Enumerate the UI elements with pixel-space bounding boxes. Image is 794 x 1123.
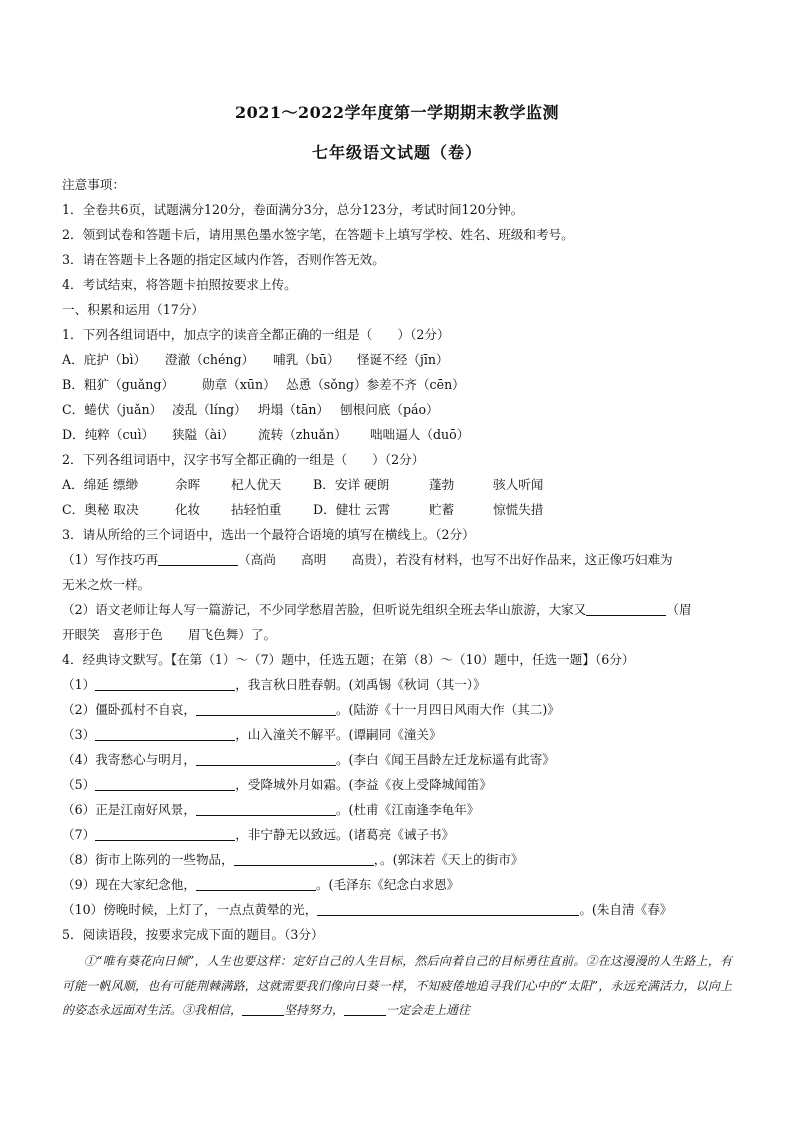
notice-item: 3．请在答题卡上各题的指定区域内作答，否则作答无效。 [62, 252, 385, 267]
poem-line [62, 872, 732, 897]
poem-line [62, 847, 732, 872]
answer-blank[interactable] [317, 901, 579, 916]
question-3-sentence-1-cont: 无米之炊一样。 [62, 577, 151, 592]
poem-pre: （3） [62, 727, 96, 742]
exam-title: 2021～2022学年度第一学期期末教学监测 [234, 103, 560, 122]
answer-blank[interactable] [95, 676, 235, 691]
question-1-option-b [62, 372, 732, 397]
poem-post: ，山入潼关不解平。(谭嗣同《潼关》 [235, 727, 442, 742]
poem-post: ，非宁静无以致远。(诸葛亮《诫子书》 [235, 827, 455, 842]
question-4-stem: 4．经典诗文默写。【在第（1）～（7）题中，任选五题；在第（8）～（10）题中，任选一题】（6分） [62, 652, 635, 667]
passage-text: 一定会走上通往 [386, 1003, 471, 1017]
poem-pre: （6）正是江南好风景， [62, 802, 196, 817]
poem-line [62, 747, 732, 772]
option-word: 咄咄逼人（duō） [370, 427, 470, 442]
poem-line [62, 897, 732, 922]
exam-subtitle: 七年级语文试题（卷） [311, 143, 482, 162]
poem-pre: （2）僵卧孤村不自哀， [62, 702, 196, 717]
question-1-option-d [62, 422, 732, 447]
poem-line [62, 722, 732, 747]
answer-blank[interactable] [158, 551, 238, 566]
answer-blank[interactable] [95, 826, 235, 841]
answer-blank[interactable] [242, 1001, 284, 1016]
poem-post: 。(朱自清《春》 [579, 902, 673, 917]
question-2-row-2 [62, 497, 732, 522]
question-1-option-c [62, 397, 732, 422]
poem-line [62, 822, 732, 847]
answer-blank[interactable] [234, 851, 374, 866]
option-word: D．纯粹（cuì） [62, 427, 155, 442]
option-word: 拈轻怕重 [231, 502, 282, 517]
option-word: 狭隘（ài） [172, 427, 234, 442]
answer-blank[interactable] [196, 701, 336, 716]
option-word: 贮蓄 [429, 502, 455, 517]
sentence-text: （1）写作技巧再 [62, 552, 159, 567]
option-word: 勋章（xūn） [202, 377, 276, 392]
option-word: 化妆 [175, 502, 201, 517]
poem-line [62, 772, 732, 797]
poem-pre: （9）现在大家纪念他， [62, 877, 196, 892]
option-word: D．健壮 云霄 [313, 502, 391, 517]
notice-heading: 注意事项： [62, 177, 125, 192]
poem-pre: （5） [62, 777, 96, 792]
option-word: 杞人优天 [231, 477, 282, 492]
poem-pre: （7） [62, 827, 96, 842]
option-word: 坍塌（tān） [258, 402, 330, 417]
question-2-stem: 2．下列各组词语中，汉字书写全都正确的一组是（ ）（2分） [62, 452, 425, 467]
option-word: A．绵延 缥缈 [62, 477, 139, 492]
option-word: 哺乳（bū） [273, 352, 340, 367]
option-word: A．庇护（bì） [62, 352, 147, 367]
exam-body [62, 172, 732, 1023]
poem-pre: （4）我寄愁心与明月， [62, 752, 196, 767]
passage-text: ①“唯有葵花向日倾”，人生也要这样：定好自己的人生目标，然后向着自己的目标勇往直前。②在这漫漫的人生路上，有可能一帆风顺，也有可能荆棘满路，这就需要我们像向日葵一样，不知疲倦地追寻我们心中的“太阳”，永远充满活力，以向上的姿态永远面对生活。③我相信， [62, 954, 732, 1017]
poem-line [62, 797, 732, 822]
poem-pre: （10）傍晚时候，上灯了，一点点黄晕的光， [62, 902, 318, 917]
answer-blank[interactable] [196, 876, 316, 891]
poem-post: ，。(郭沫若《天上的街市》 [373, 852, 524, 867]
poem-post: 。(李白《闻王昌龄左迁龙标遥有此寄》 [335, 752, 555, 767]
option-word: 蓬勃 [429, 477, 455, 492]
poem-post: 。(陆游《十一月四日风雨大作（其二)》 [335, 702, 560, 717]
option-word: 流转（zhuǎn） [258, 427, 347, 442]
question-3-sentence-2-cont: 开眼笑 喜形于色 眉飞色舞）了。 [62, 627, 277, 642]
question-1-stem: 1．下列各组词语中，加点字的读音全都正确的一组是（ ）（2分） [62, 327, 450, 342]
question-3-stem: 3．请从所给的三个词语中，选出一个最符合语境的填写在横线上。（2分） [62, 527, 475, 542]
option-word: 怪诞不经（jīn） [357, 352, 449, 367]
section-heading: 一、积累和运用（17分） [62, 302, 204, 317]
option-word: C．奥秘 取决 [62, 502, 139, 517]
question-3-sentence-1 [62, 547, 732, 572]
poem-post: 。(毛泽东《纪念白求恩》 [315, 877, 460, 892]
poem-post: ，我言秋日胜春朝。(刘禹锡《秋词（其一）》 [235, 677, 486, 692]
question-2-row-1 [62, 472, 732, 497]
notice-item: 1．全卷共6页，试题满分120分，卷面满分3分，总分123分，考试时间120分钟。 [62, 202, 524, 217]
poem-post: ，受降城外月如霜。(李益《夜上受降城闻笛》 [235, 777, 492, 792]
option-word: B．粗犷（guǎng） [62, 377, 175, 392]
poem-line [62, 672, 732, 697]
answer-blank[interactable] [196, 801, 336, 816]
passage-text: 坚持努力， [284, 1003, 345, 1017]
option-word: 余晖 [175, 477, 201, 492]
option-word: 澄澈（chéng） [165, 352, 255, 367]
answer-blank[interactable] [196, 751, 336, 766]
option-word: 刨根问底（páo） [340, 402, 439, 417]
option-word: 凌乱（líng） [172, 402, 247, 417]
poem-post: 。(杜甫《江南逢李龟年》 [335, 802, 480, 817]
option-word: 骇人听闻 [493, 477, 544, 492]
answer-blank[interactable] [95, 726, 235, 741]
option-word: B．安详 硬朗 [313, 477, 390, 492]
question-3-sentence-2 [62, 597, 732, 622]
answer-blank[interactable] [95, 776, 235, 791]
poem-line [62, 697, 732, 722]
question-1-option-a [62, 347, 732, 372]
notice-item: 2．领到试卷和答题卡后，请用黑色墨水签字笔，在答题卡上填写学校、姓名、班级和考号。 [62, 227, 574, 242]
sentence-text: （眉 [666, 602, 692, 617]
sentence-text: （2）语文老师让每人写一篇游记，不少同学愁眉苦脸，但听说先组织全班去华山旅游，大家又 [62, 602, 587, 617]
answer-blank[interactable] [586, 601, 666, 616]
reading-passage [62, 949, 732, 1023]
poem-pre: （1） [62, 677, 96, 692]
option-word: C．蜷伏（juǎn） [62, 402, 163, 417]
option-word: 怂恿（sǒng）参差不齐（cēn） [286, 377, 465, 392]
notice-item: 4．考试结束，将答题卡拍照按要求上传。 [62, 277, 297, 292]
sentence-text: （高尚 高明 高贵），若没有材料，也写不出好作品来，这正像巧妇难为 [238, 552, 673, 567]
poem-pre: （8）街市上陈列的一些物品， [62, 852, 234, 867]
answer-blank[interactable] [344, 1001, 386, 1016]
option-word: 惊慌失措 [493, 502, 544, 517]
question-5-stem: 5．阅读语段，按要求完成下面的题目。（3分） [62, 927, 324, 942]
